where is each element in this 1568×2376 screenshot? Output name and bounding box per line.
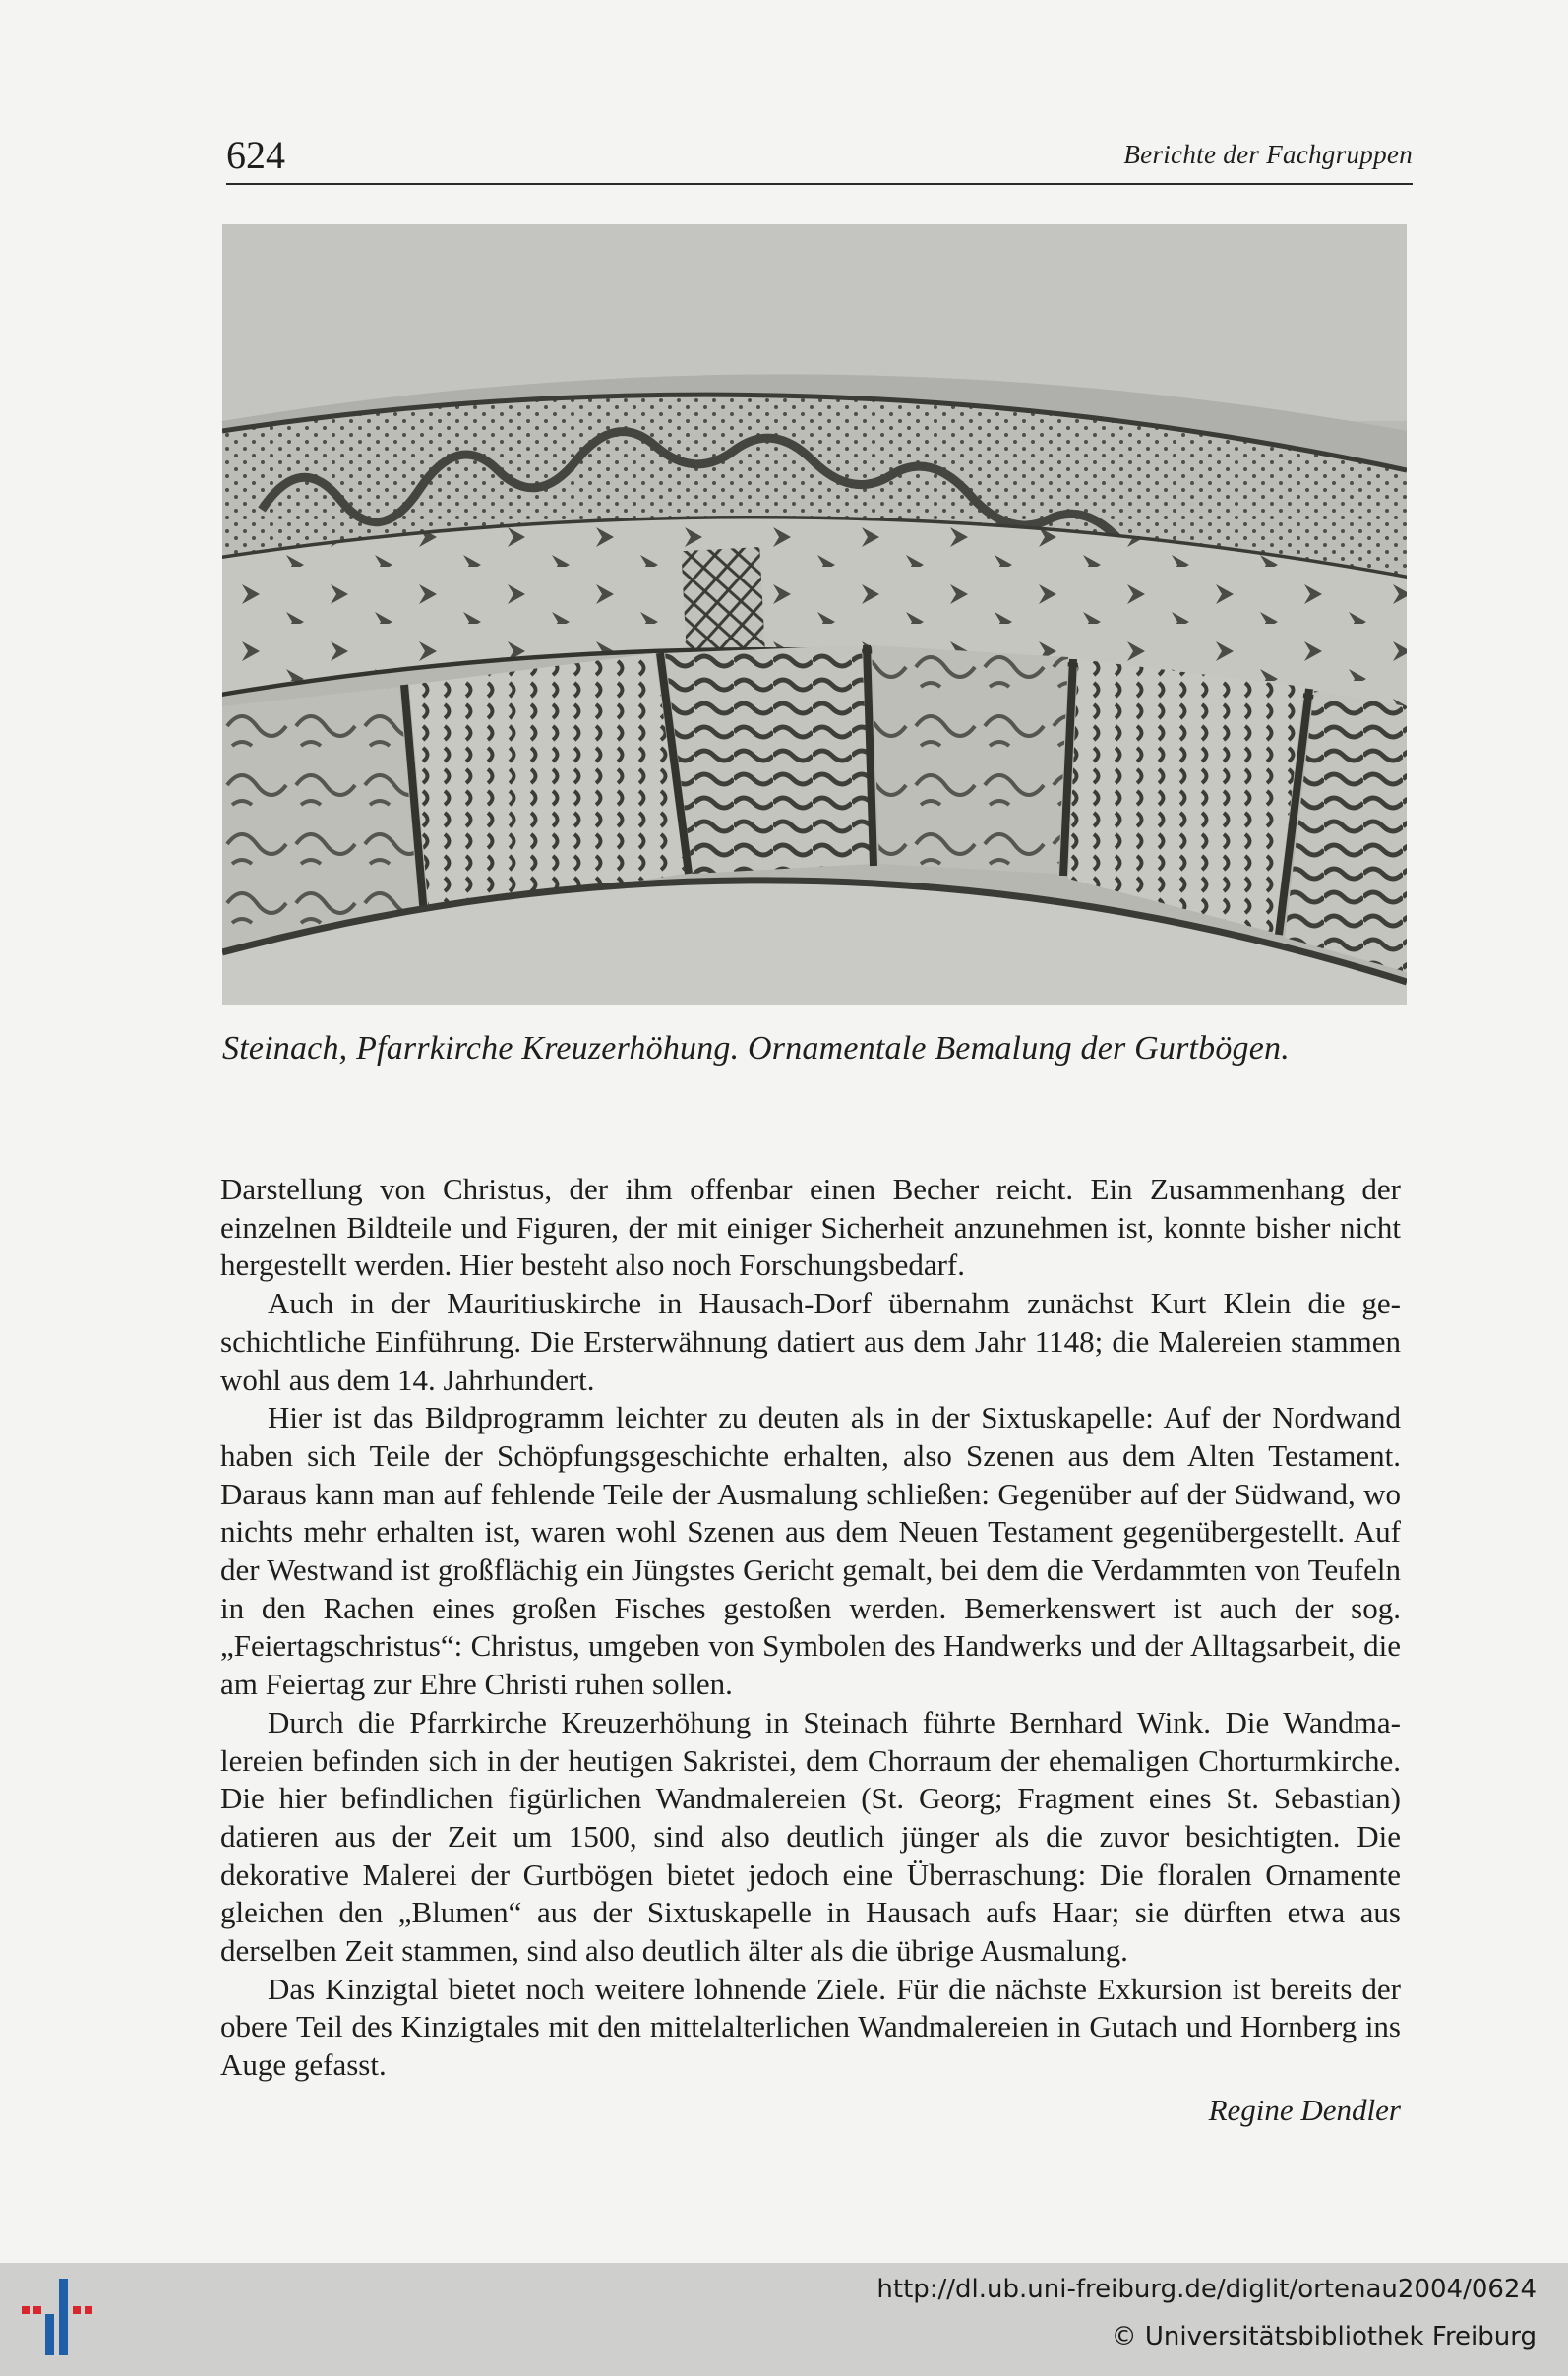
figure-caption: Steinach, Pfarrkirche Kreuzerhöhung. Ornamentale Bemalung der Gurtbögen. [222,1030,1290,1066]
paragraph: Durch die Pfarrkirche Kreuzerhöhung in Steinach führte Bernhard Wink. Die Wandmalereien befinden sich in der heutigen Sakristei, dem Chorraum der ehemaligen Chorturmkirche. Die hier befindlichen figürlichen Wandmalereien (St. Georg; Fragment eines St. Sebastian) datieren aus der Zeit um 1500, sind also deutlich jünger als die zuvor besichtigten. Die dekorative Malerei der Gurtbögen bietet jedoch eine Überraschung: Die floralen Ornamente gleichen den „Blumen“ aus der Sixtuskapelle in Hausach aufs Haar; sie dürften etwa aus derselben Zeit stammen, sind also deutlich älter als die übrige Ausmalung. [220,1704,1401,1969]
library-footer [0,2263,1568,2376]
paragraph: Hier ist das Bildprogramm leichter zu deuten als in der Sixtuskapelle: Auf der Nordwand haben sich Teile der Schöpfungsgeschichte erhalten, also Szenen aus dem Alten Testament. Daraus kann man auf fehlende Teile der Ausmalung schließen: Gegenüber auf der Südwand, wo nichts mehr erhalten ist, waren wohl Szenen aus dem Neuen Testament gegenübergestellt. Auf der Westwand ist großflächig ein Jüngstes Gericht gemalt, bei dem die Verdammten von Teufeln in den Rachen eines großen Fisches gestoßen werden. Bemerkenswert ist auch der sog. „Feiertagschristus“: Christus, umgeben von Symbolen des Handwerks und der Alltagsarbeit, die am Feiertag zur Ehre Christi ruhen sollen. [220,1400,1401,1702]
ornamental-arch-painting [222,224,1407,1005]
copyright-notice: © Universitätsbibliothek Freiburg [1111,2322,1537,2351]
page-header [226,128,1413,185]
author-signature: Regine Dendler [1208,2092,1401,2127]
article-body [220,1171,1401,2130]
running-title: Berichte der Fachgruppen [1123,140,1413,169]
paragraph: Darstellung von Christus, der ihm offenbar einen Becher reicht. Ein Zusammenhang der einzelnen Bildteile und Figuren, der mit einiger Sicherheit anzunehmen ist, konnte bisher nicht hergestellt werden. Hier besteht also noch Forschungsbedarf. [220,1172,1401,1283]
fresco-photograph [222,224,1407,1005]
paragraph: Auch in der Mauritiuskirche in Hausach-Dorf übernahm zunächst Kurt Klein die geschichtliche Einführung. Die Ersterwähnung datiert aus dem Jahr 1148; die Malereien stammen wohl aus dem 14. Jahrhundert. [220,1286,1401,1397]
permalink-url[interactable]: http://dl.ub.uni-freiburg.de/diglit/ortenau2004/0624 [876,2275,1537,2304]
library-logo-icon [18,2277,98,2357]
paragraph: Das Kinzigtal bietet noch weitere lohnende Ziele. Für die nächste Exkursion ist bereits der obere Teil des Kinzigtales mit den mittelalterlichen Wandmalereien in Gutach und Hornberg ins Auge gefasst. [220,1971,1401,2083]
page-number: 624 [226,133,285,177]
